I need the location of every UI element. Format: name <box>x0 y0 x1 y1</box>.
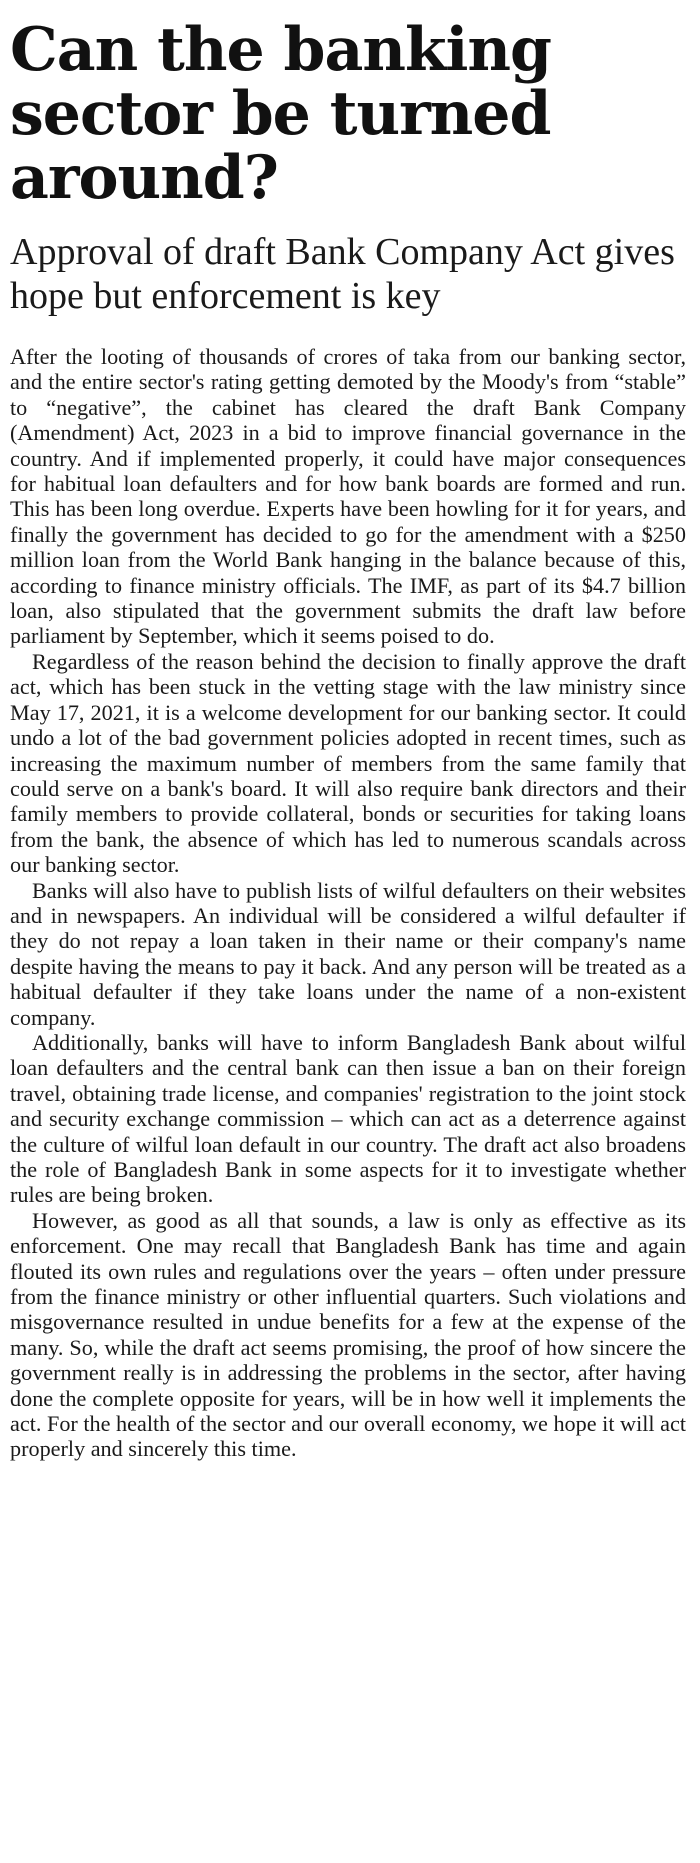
subheadline: Approval of draft Bank Company Act gives hope but enforcement is key <box>10 231 675 317</box>
body-paragraph: Banks will also have to publish lists of wilful defaulters on their websites and in newspapers. An individual will be considered a wilful defaulter if they do not repay a loan taken in their name or their company's name despite having the means to pay it back. And any person will be treated as a habitual defaulter if they take loans under the name of a non-existent company. <box>10 877 686 1030</box>
body-paragraph: Additionally, banks will have to inform Bangladesh Bank about wilful loan defaulters and the central bank can then issue a ban on their foreign travel, obtaining trade license, and companies' registration to the joint stock and security exchange commission – which can act as a deterrence against the culture of wilful loan default in our country. The draft act also broadens the role of Bangladesh Bank in some aspects for it to investigate whether rules are being broken. <box>10 1029 686 1208</box>
article-body <box>10 344 686 1462</box>
body-paragraph: However, as good as all that sounds, a law is only as effective as its enforcement. One may recall that Bangladesh Bank has time and again flouted its own rules and regulations over the years – often under pressure from the finance ministry or other influential quarters. Such violations and misgovernance resulted in undue benefits for a few at the expense of the many. So, while the draft act seems promising, the proof of how sincere the government really is in addressing the problems in the sector, after having done the complete opposite for years, will be in how well it implements the act. For the health of the sector and our overall economy, we hope it will act properly and sincerely this time. <box>10 1207 686 1462</box>
headline: Can the banking sector be turned around? <box>10 15 551 213</box>
body-paragraph: After the looting of thousands of crores of taka from our banking sector, and the entire sector's rating getting demoted by the Moody's from “stable” to “negative”, the cabinet has cleared the draft Bank Company (Amendment) Act, 2023 in a bid to improve financial governance in the country. And if implemented properly, it could have major consequences for habitual loan defaulters and for how bank boards are formed and run. This has been long overdue. Experts have been howling for it for years, and finally the government has decided to go for the amendment with a $250 million loan from the World Bank hanging in the balance because of this, according to finance ministry officials. The IMF, as part of its $4.7 billion loan, also stipulated that the government submits the draft law before parliament by September, which it seems poised to do. <box>10 344 686 649</box>
body-paragraph: Regardless of the reason behind the decision to finally approve the draft act, which has been stuck in the vetting stage with the law ministry since May 17, 2021, it is a welcome development for our banking sector. It could undo a lot of the bad government policies adopted in recent times, such as increasing the maximum number of members from the same family that could serve on a bank's board. It will also require bank directors and their family members to provide collateral, bonds or securities for taking loans from the bank, the absence of which has led to numerous scandals across our banking sector. <box>10 648 686 878</box>
